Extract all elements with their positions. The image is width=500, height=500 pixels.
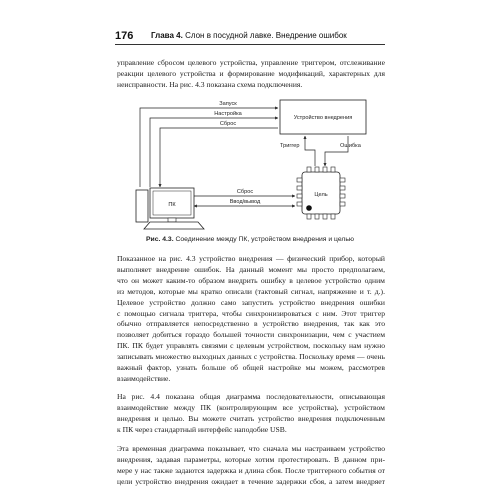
text-line: Эта временная диаграмма показывает, что сначала мы настраиваем устройство <box>117 444 385 453</box>
launch-line <box>140 108 278 187</box>
text-line: внедрения и целью. Вы можете считать устройство внедрения подключенным <box>117 413 385 423</box>
pc-label: ПК <box>168 202 176 208</box>
text-line: с помощью сигнала триггера, чтобы синхронизироваться с ним. Этот триггер <box>117 308 385 318</box>
chip-pin1-dot <box>306 205 312 211</box>
body-paragraph-2 <box>117 392 385 436</box>
text-line: неисправности. На рис. 4.3 показана схема подключения. <box>117 79 303 89</box>
caption-text: Соединение между ПК, устройством внедрения и целью <box>175 236 354 243</box>
trigger-line <box>305 136 315 166</box>
reset-bottom-label: Сброс <box>236 189 254 195</box>
text-line: выполняет внедрение ошибок. На данный момент мы просто предполагаем, <box>117 264 385 274</box>
text-line: цели устройство внедрения ожидает в течение задержки сбоя, а затем внедряет <box>117 476 385 486</box>
text-line: что он может каким-то образом внедрить ошибку в целевое устройство одним <box>117 275 385 285</box>
error-label: Ошибка <box>340 143 361 149</box>
text-line: взаимодействие. <box>117 373 171 383</box>
figure-caption <box>118 236 382 243</box>
monitor-stand <box>168 218 176 222</box>
text-line: к ПК через стандартный интерфейс наподобие USB. <box>117 424 287 434</box>
error-line <box>325 136 348 166</box>
caption-label: Рис. 4.3. <box>145 236 174 243</box>
text-line: внедрения, задавая параметры, которые хотим протестировать. В данном при- <box>117 454 385 464</box>
target-label: Цель <box>314 192 328 198</box>
text-line: позволяет добиться гораздо большей точности синхронизации, чем с участием <box>117 330 385 340</box>
text-line: управление сбросом целевого устройства, управление триггером, отслеживание <box>117 58 385 67</box>
chapter-title <box>151 31 347 40</box>
trigger-label: Триггер <box>280 143 300 149</box>
text-line: реакции целевого устройства и формирование модификаций, характерных для <box>117 68 385 78</box>
chapter-label: Глава 4. <box>151 31 183 40</box>
text-line: Показанное на рис. 4.3 устройство внедрения — физический прибор, который <box>117 254 385 263</box>
intro-paragraph <box>117 58 385 91</box>
text-line: взаимодействие между ПК (контролирующим все устройства), устройством <box>117 402 385 412</box>
reset-top-line <box>160 128 278 187</box>
diagram-svg <box>120 92 380 242</box>
page-number: 176 <box>115 30 134 42</box>
body-paragraph-3 <box>117 444 385 488</box>
io-label: Ввод/вывод <box>229 199 261 205</box>
chapter-name: Слон в посудной лавке. Внедрение ошибок <box>185 31 347 40</box>
pc-tower <box>136 190 148 222</box>
text-line: мере у нас также задаются задержка и длина сбоя. После триггерного события от <box>117 465 385 475</box>
text-line: ПК. ПК будет управлять связями с целевым устройством, поскольку нам нужно <box>117 341 385 351</box>
body-paragraph-1 <box>117 254 385 385</box>
header-divider <box>115 44 385 45</box>
launch-label: Запуск <box>219 101 237 107</box>
text-line: Целевое устройство должно само запустить устройство внедрения ошибки <box>117 297 385 307</box>
text-line: записывать множество выходных данных с устройства. Поскольку время — очень <box>117 352 385 362</box>
connection-diagram <box>120 92 380 242</box>
text-line: из методов, которые мы кратко описали (тактовый сигнал, напряжение и т. д.). <box>117 286 385 296</box>
text-line: На рис. 4.4 показана общая диаграмма последовательности, описывающая <box>117 392 385 401</box>
reset-top-label: Сброс <box>219 121 237 127</box>
text-line: важный фактор, узнать больше об общей настройке мы можем, рассмотрев <box>117 363 385 373</box>
keyboard <box>144 222 204 229</box>
glitcher-label: Устройство внедрения <box>293 115 353 121</box>
running-header <box>115 26 385 44</box>
setup-line <box>150 118 278 187</box>
setup-label: Настройка <box>214 111 242 117</box>
text-line: обычно отправляется непосредственно в устройство внедрения, так как это <box>117 319 385 329</box>
